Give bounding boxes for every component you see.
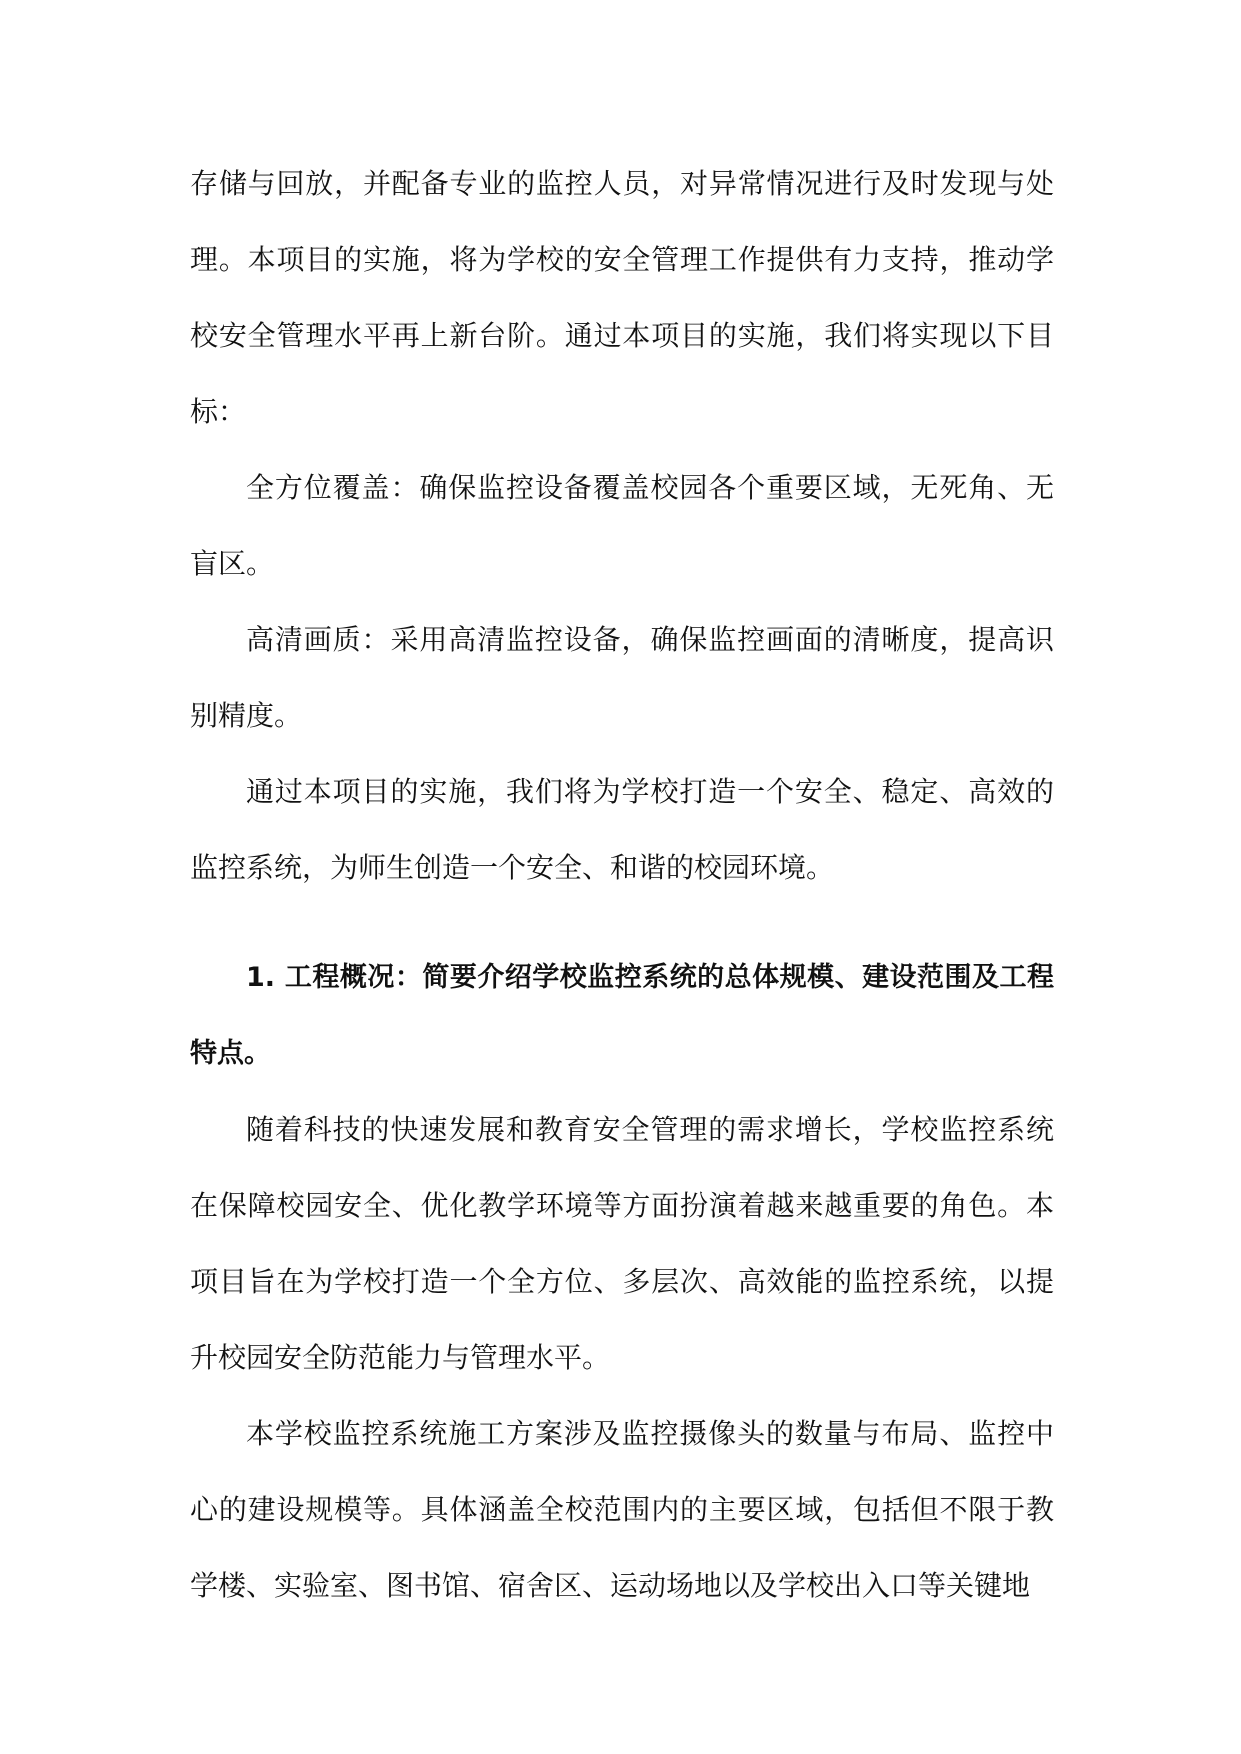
section-heading: 1. 工程概况：简要介绍学校监控系统的总体规模、建设范围及工程特点。 bbox=[190, 962, 1054, 1069]
paragraph-background: 随着科技的快速发展和教育安全管理的需求增长，学校监控系统在保障校园安全、优化教学环境等方面扮演着越来越重要的角色。本项目旨在为学校打造一个全方位、多层次、高效能的监控系统，以提升校园安全防范能力与管理水平。 bbox=[190, 1113, 1054, 1374]
paragraph-scope: 本学校监控系统施工方案涉及监控摄像头的数量与布局、监控中心的建设规模等。具体涵盖全校范围内的主要区域，包括但不限于教学楼、实验室、图书馆、宿舍区、运动场地以及学校出入口等关键地 bbox=[190, 1417, 1054, 1602]
paragraph-continuation: 存储与回放，并配备专业的监控人员，对异常情况进行及时发现与处理。本项目的实施，将为学校的安全管理工作提供有力支持，推动学校安全管理水平再上新台阶。通过本项目的实施，我们将实现以下目标： bbox=[190, 167, 1054, 428]
paragraph-full-coverage: 全方位覆盖：确保监控设备覆盖校园各个重要区域，无死角、无盲区。 bbox=[190, 471, 1054, 580]
paragraph-hd-quality: 高清画质：采用高清监控设备，确保监控画面的清晰度，提高识别精度。 bbox=[190, 623, 1054, 732]
paragraph-summary: 通过本项目的实施，我们将为学校打造一个安全、稳定、高效的监控系统，为师生创造一个安全、和谐的校园环境。 bbox=[190, 775, 1054, 884]
document-body bbox=[190, 146, 1054, 1624]
